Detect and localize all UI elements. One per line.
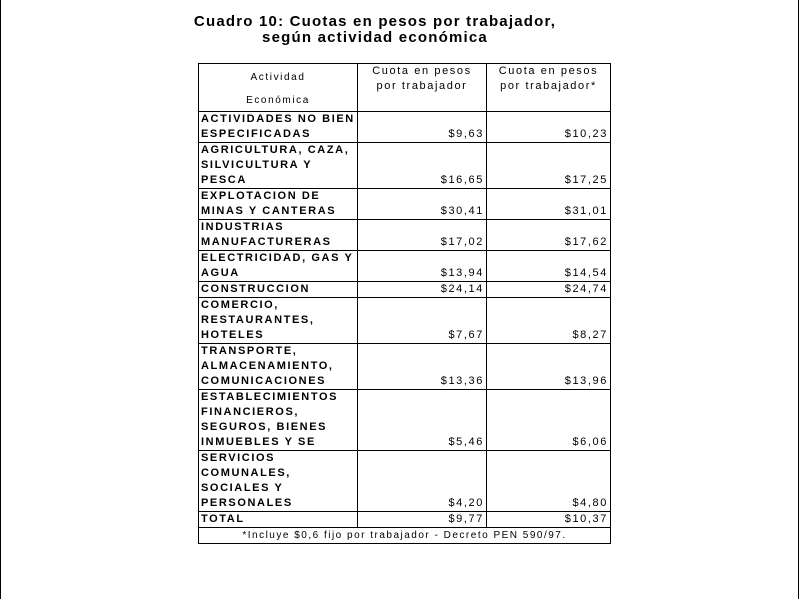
cuota-cell: $5,46 (358, 390, 487, 451)
activity-cell: CONSTRUCCION (199, 282, 358, 298)
activity-cell: COMERCIO, RESTAURANTES, HOTELES (199, 298, 358, 344)
activity-cell: ESTABLECIMIENTOS FINANCIEROS, SEGUROS, BIENES INMUEBLES Y SE (199, 390, 358, 451)
cuota-cell: $16,65 (358, 143, 487, 189)
cuota-cell: $30,41 (358, 189, 487, 220)
cuota-star-cell: $14,54 (487, 251, 611, 282)
cuota-star-cell: $24,74 (487, 282, 611, 298)
header-cuota: Cuota en pesos por trabajador (358, 64, 487, 112)
title-line-1: Cuadro 10: Cuotas en pesos por trabajador, (193, 13, 557, 30)
cuota-star-cell: $6,06 (487, 390, 611, 451)
table-row (199, 298, 611, 344)
activity-cell: AGRICULTURA, CAZA, SILVICULTURA Y PESCA (199, 143, 358, 189)
table-row (199, 189, 611, 220)
header-activity-line-1: Actividad (250, 72, 306, 83)
table-row (199, 112, 611, 143)
cuota-star-cell: $10,37 (487, 512, 611, 528)
cuota-cell: $9,63 (358, 112, 487, 143)
table-row (199, 451, 611, 512)
cuota-star-cell: $13,96 (487, 344, 611, 390)
header-row (199, 64, 611, 112)
table-row (199, 251, 611, 282)
cuota-cell: $13,94 (358, 251, 487, 282)
activity-cell: ACTIVIDADES NO BIEN ESPECIFICADAS (199, 112, 358, 143)
table-title (180, 14, 570, 46)
footnote-row (199, 528, 611, 544)
cuota-cell: $24,14 (358, 282, 487, 298)
activity-cell: TRANSPORTE, ALMACENAMIENTO, COMUNICACIONES (199, 344, 358, 390)
table-row (199, 143, 611, 189)
cuota-star-cell: $10,23 (487, 112, 611, 143)
cuotas-table (198, 63, 611, 544)
cuota-star-cell: $31,01 (487, 189, 611, 220)
activity-cell: INDUSTRIAS MANUFACTURERAS (199, 220, 358, 251)
header-activity (199, 64, 358, 112)
activity-cell: TOTAL (199, 512, 358, 528)
table-row (199, 512, 611, 528)
activity-cell: SERVICIOS COMUNALES, SOCIALES Y PERSONALES (199, 451, 358, 512)
table-row (199, 344, 611, 390)
footnote: *Incluye $0,6 fijo por trabajador - Decreto PEN 590/97. (199, 528, 611, 544)
table-row (199, 282, 611, 298)
table-body (199, 112, 611, 528)
cuota-cell: $4,20 (358, 451, 487, 512)
cuota-star-cell: $8,27 (487, 298, 611, 344)
title-line-2: según actividad económica (262, 29, 488, 46)
activity-cell: ELECTRICIDAD, GAS Y AGUA (199, 251, 358, 282)
cuota-star-cell: $4,80 (487, 451, 611, 512)
cuota-star-cell: $17,25 (487, 143, 611, 189)
cuota-cell: $7,67 (358, 298, 487, 344)
cuota-cell: $13,36 (358, 344, 487, 390)
activity-cell: EXPLOTACION DE MINAS Y CANTERAS (199, 189, 358, 220)
table-row (199, 390, 611, 451)
cuota-cell: $9,77 (358, 512, 487, 528)
table-row (199, 220, 611, 251)
header-cuota-star: Cuota en pesos por trabajador* (487, 64, 611, 112)
cuota-star-cell: $17,62 (487, 220, 611, 251)
cuota-cell: $17,02 (358, 220, 487, 251)
header-activity-line-2: Económica (246, 95, 310, 106)
